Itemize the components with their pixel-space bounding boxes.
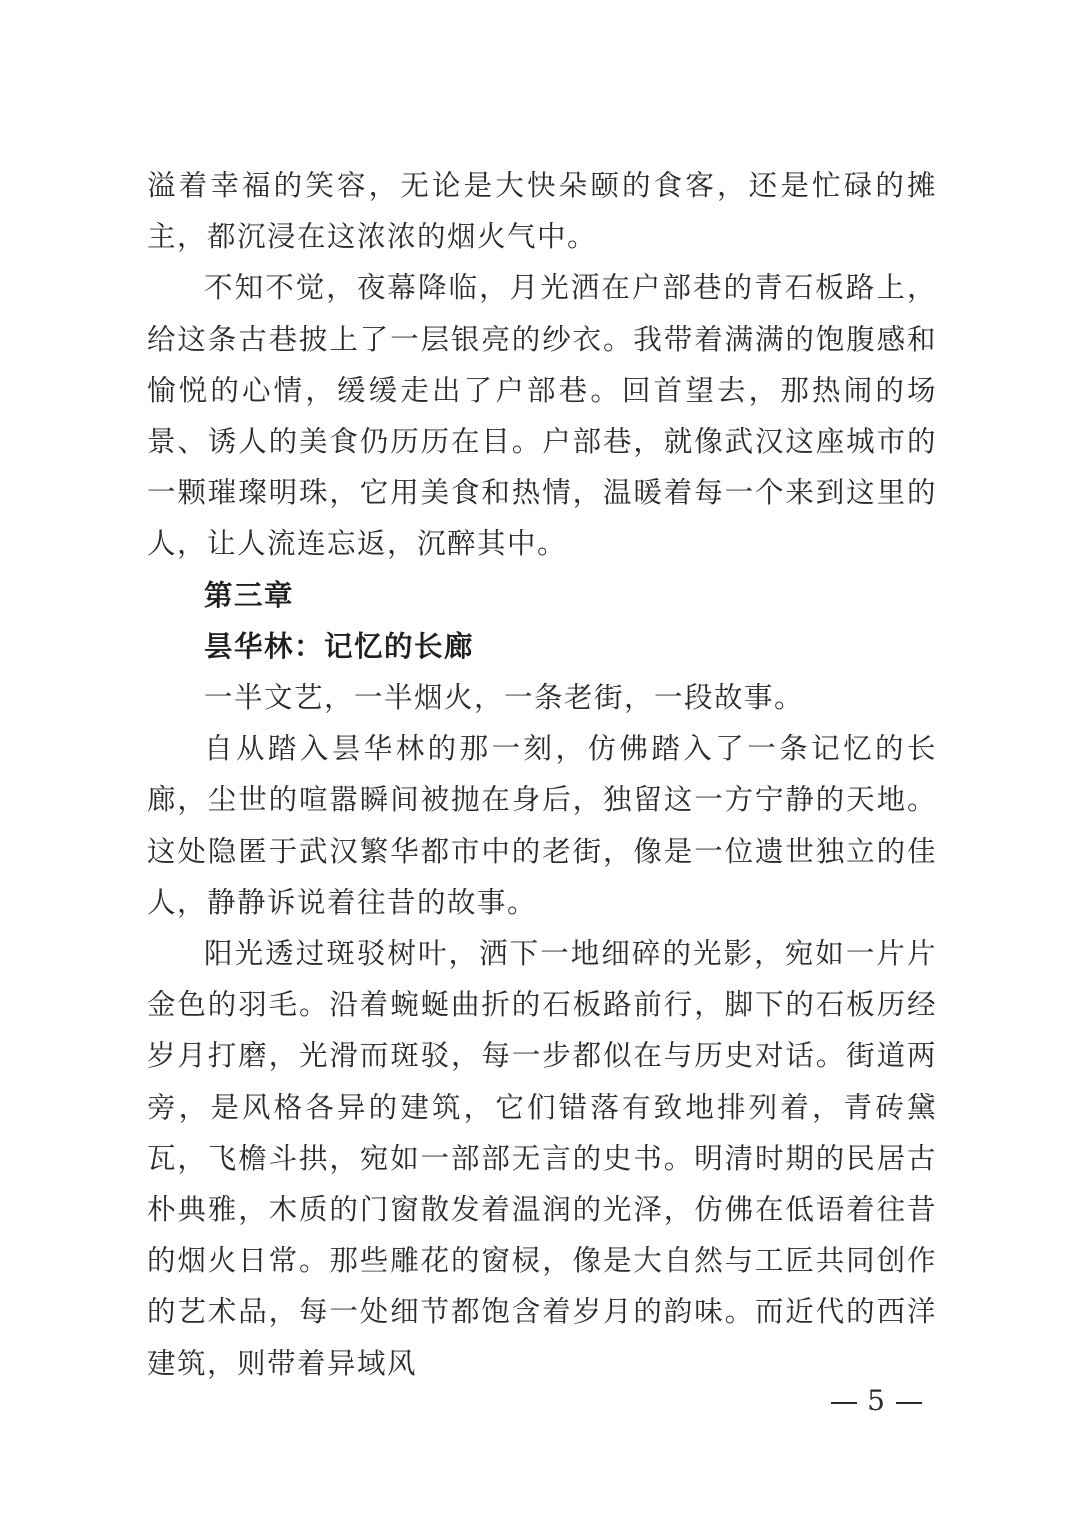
page-number-dash-left bbox=[831, 1402, 857, 1404]
paragraph-sunlight: 阳光透过斑驳树叶，洒下一地细碎的光影，宛如一片片金色的羽毛。沿着蜿蜒曲折的石板路前行，脚下的石板历经岁月打磨，光滑而斑驳，每一步都似在与历史对话。街道两旁，是风格各异的建筑，它们错落有致地排列着，青砖黛瓦，飞檐斗拱，宛如一部部无言的史书。明清时期的民居古朴典雅，木质的门窗散发着温润的光泽，仿佛在低语着往昔的烟火日常。那些雕花的窗棂，像是大自然与工匠共同创作的艺术品，每一处细节都饱含着岁月的韵味。而近代的西洋建筑，则带着异域风 bbox=[147, 937, 937, 1380]
page-number bbox=[821, 1383, 932, 1419]
paragraph-continuation: 溢着幸福的笑容，无论是大快朵颐的食客，还是忙碌的摊主，都沉浸在这浓浓的烟火气中。 bbox=[147, 169, 937, 254]
section-heading: 昙华林：记忆的长廊 bbox=[204, 629, 475, 663]
paragraph-entering-tanhualin: 自从踏入昙华林的那一刻，仿佛踏入了一条记忆的长廊，尘世的喧嚣瞬间被抛在身后，独留这一方宁静的天地。这处隐匿于武汉繁华都市中的老街，像是一位遗世独立的佳人，静静诉说着往昔的故事。 bbox=[147, 732, 937, 919]
page-number-value: 5 bbox=[867, 1384, 886, 1417]
document-body bbox=[147, 160, 937, 1389]
paragraph-epigraph: 一半文艺，一半烟火，一条老街，一段故事。 bbox=[204, 681, 805, 715]
paragraph-night-falls: 不知不觉，夜幕降临，月光洒在户部巷的青石板路上，给这条古巷披上了一层银亮的纱衣。我带着满满的饱腹感和愉悦的心情，缓缓走出了户部巷。回首望去，那热闹的场景、诱人的美食仍历历在目。户部巷，就像武汉这座城市的一颗璀璨明珠，它用美食和热情，温暖着每一个来到这里的人，让人流连忘返，沉醉其中。 bbox=[147, 271, 937, 561]
chapter-heading: 第三章 bbox=[204, 578, 295, 612]
page-number-dash-right bbox=[896, 1402, 922, 1404]
